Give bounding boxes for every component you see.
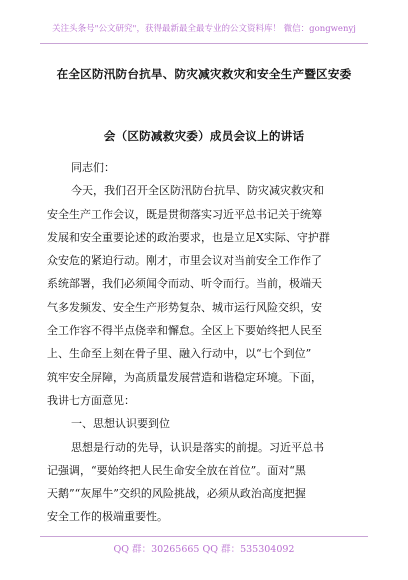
body-line: 系统部署，我们必须闻令而动、听令而行。当前，极端天 — [47, 277, 322, 291]
body-line: 记强调，“要始终把人民生命安全放在首位”。面对“黑 — [47, 463, 306, 477]
document-title-line-2: 会（区防减救灾委）成员会议上的讲话 — [103, 129, 305, 143]
body-line: 气多发频发、安全生产形势复杂、城市运行风险交织，安 — [47, 300, 322, 314]
header-divider — [40, 43, 368, 44]
body-line: 安全工作的极端重要性。 — [47, 510, 168, 524]
body-line: 安全生产工作会议，既是贯彻落实习近平总书记关于统筹 — [47, 207, 322, 221]
page-header: 关注头条号"公文研究"，获得最新最全最专业的公文资料库！ 微信：gongwenyj — [52, 24, 356, 34]
section-heading: 一、思想认识要到位 — [71, 417, 170, 431]
body-line: 上、生命至上刻在骨子里、融入行动中，以“七个到位” — [47, 347, 312, 361]
document-body — [47, 156, 363, 529]
salutation: 同志们： — [71, 161, 115, 174]
body-line: 今天，我们召开全区防汛防台抗旱、防灾减灾救灾和 — [71, 184, 324, 198]
footer-divider — [40, 536, 368, 537]
document-title-line-1: 在全区防汛防台抗旱、防灾减灾救灾和安全生产暨区安委 — [56, 67, 352, 81]
body-line: 我讲七方面意见： — [47, 393, 135, 407]
body-line: 筑牢安全屏障，为高质量发展营造和谐稳定环境。下面， — [47, 370, 322, 384]
body-line: 思想是行动的先导，认识是落实的前提。习近平总书 — [71, 440, 324, 454]
body-line: 天鹅”“灰犀牛”交织的风险挑战，必须从政治高度把握 — [47, 487, 306, 501]
page-footer: QQ 群：30265665 QQ 群：535304092 — [113, 544, 295, 555]
body-line: 众安危的紧迫行动。刚才，市里会议对当前安全工作作了 — [47, 254, 322, 268]
body-line: 发展和安全重要论述的政治要求，也是立足X实际、守护群 — [47, 230, 330, 244]
body-line: 全工作容不得半点侥幸和懈怠。全区上下要始终把人民至 — [47, 324, 322, 338]
